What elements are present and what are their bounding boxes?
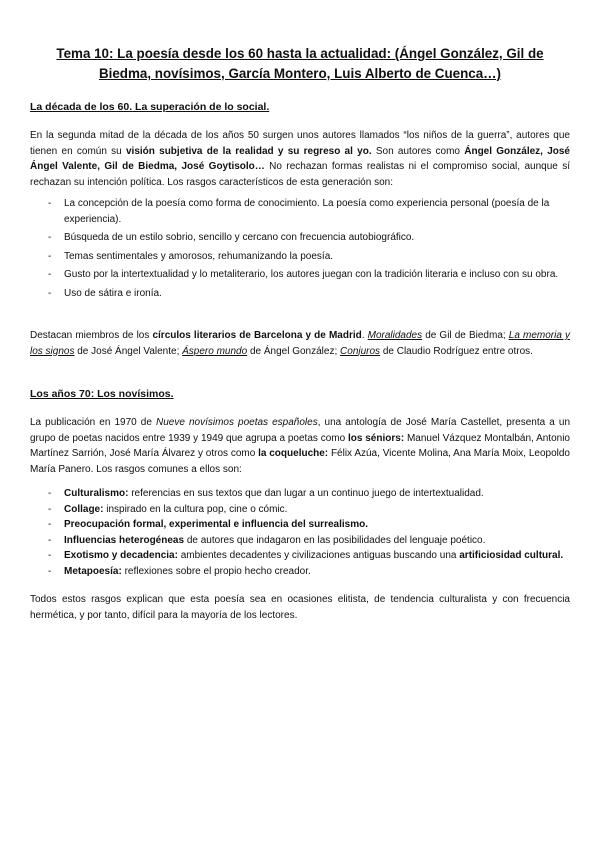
work-title: La memoria y los signos	[30, 330, 570, 357]
list-item: - Temas sentimentales y amorosos, rehumanizando la poesía.	[30, 249, 570, 265]
work-title: Moralidades	[367, 330, 423, 341]
list-item: - Culturalismo: referencias en sus textos que dan lugar a un continuo juego de intertextualidad.	[30, 486, 570, 502]
list-item: - Preocupación formal, experimental e influencia del surrealismo.	[30, 517, 570, 533]
work-title: Conjuros	[340, 345, 381, 357]
list-item: - Metapoesía: reflexiones sobre el propio hecho creador.	[30, 564, 570, 580]
list-item: - La concepción de la poesía como forma de conocimiento. La poesía como experiencia personal (poesía de la experiencia).	[30, 196, 570, 227]
list-item: - Búsqueda de un estilo sobrio, sencillo y cercano con frecuencia autobiográfico.	[30, 230, 570, 246]
features-list-70s	[30, 486, 570, 579]
list-item: - Influencias heterogéneas de autores que indagaron en las posibilidades del lenguaje poético.	[30, 533, 570, 549]
section-heading-60s: La década de los 60. La superación de lo social.	[30, 101, 270, 113]
work-title: Áspero mundo	[182, 345, 248, 357]
section-70s-conclusion: Todos estos rasgos explican que esta poesía sea en ocasiones elitista, de tendencia culturalista y con frecuencia hermética, y por tanto, difícil para la mayoría de los lectores.	[30, 594, 570, 621]
list-item: - Gusto por la intertextualidad y lo metaliterario, los autores juegan con la tradición literaria e incluso con su obra.	[30, 267, 570, 283]
section-70s-intro: La publicación en 1970 de Nueve novísimos poetas españoles, una antología de José María Castellet, presenta a un grupo de poetas nacidos entre 1939 y 1949 que agrupa a poetas como los séniors: Manuel Vázquez Montalbán, Antonio Martínez Sarrión, José María Álvarez y otros como la coqueluche: Félix Azúa, Vicente Molina, Ana María Moix, Leopoldo María Panero. Los rasgos comunes a ellos son:	[30, 417, 570, 475]
section-60s-members: Destacan miembros de los círculos literarios de Barcelona y de Madrid. Moralidades de Gil de Biedma; La memoria y los signos de José Ángel Valente; Áspero mundo de Ángel González; Conjuros de Claudio Rodríguez entre otros.	[30, 330, 570, 357]
list-item: - Uso de sátira e ironía.	[30, 286, 570, 302]
features-list-60s	[30, 196, 570, 304]
section-heading-70s: Los años 70: Los novísimos.	[30, 388, 174, 400]
list-item: - Collage: inspirado en la cultura pop, cine o cómic.	[30, 502, 570, 518]
list-item: - Exotismo y decadencia: ambientes decadentes y civilizaciones antiguas buscando una artificiosidad cultural.	[30, 548, 570, 564]
page-title: Tema 10: La poesía desde los 60 hasta la actualidad: (Ángel González, Gil de Biedma, novísimos, García Montero, Luis Alberto de Cuenca…)	[56, 46, 544, 81]
section-60s-intro: En la segunda mitad de la década de los años 50 surgen unos autores llamados “los niños de la guerra”, autores que tienen en común su visión subjetiva de la realidad y su regreso al yo. Son autores como Ángel González, José Ángel Valente, Gil de Biedma, José Goytisolo… No rechazan formas realistas ni el compromiso social, aunque sí rechazan su intención política. Los rasgos característicos de esta generación son:	[30, 130, 570, 188]
